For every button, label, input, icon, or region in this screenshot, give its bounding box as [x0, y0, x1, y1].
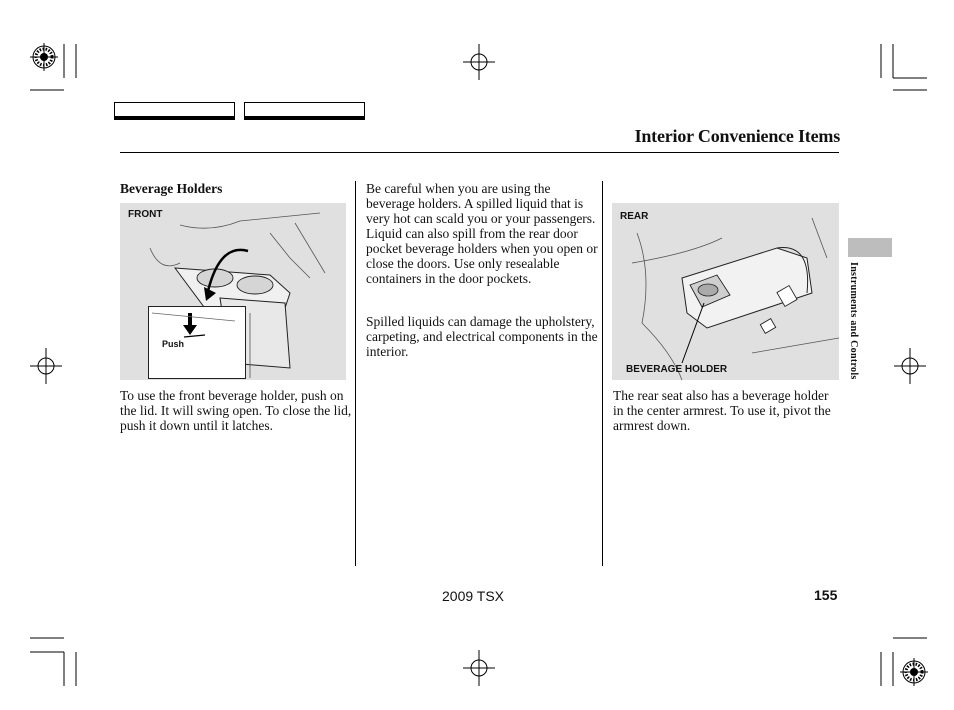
figure-label-front: FRONT [128, 209, 163, 220]
footer-model: 2009 TSX [442, 588, 505, 604]
front-beverage-holder-figure [120, 203, 346, 380]
caution-paragraph: Be careful when you are using the beverage holders. A spilled liquid that is very hot can scald you or your passengers. Liquid can also spill from the rear door pocket beverage holders when you open or close the doors. Use only resealable containers in the door pockets. [366, 181, 598, 286]
push-arrow-icon [120, 203, 346, 380]
page-title: Interior Convenience Items [634, 126, 840, 146]
header-rule [120, 152, 839, 153]
push-callout: Push [162, 339, 185, 349]
registration-crosshair-icon [463, 44, 495, 80]
section-heading: Beverage Holders [120, 181, 223, 196]
figure-label-rear: REAR [620, 211, 649, 222]
notice-paragraph: Spilled liquids can damage the upholstery, carpeting, and electrical components in the interior. [366, 314, 598, 359]
rear-holder-instructions: The rear seat also has a beverage holder in the center armrest. To use it, pivot the armrest down. [613, 388, 831, 433]
section-tab-label: Instruments and Controls [848, 262, 859, 380]
rear-armrest-illustration [612, 203, 839, 380]
beverage-holder-callout: BEVERAGE HOLDER [626, 364, 728, 375]
registration-crosshair-icon [894, 348, 926, 384]
registration-sunburst-icon [30, 43, 58, 71]
column-divider [602, 181, 603, 566]
rear-beverage-holder-figure [612, 203, 839, 380]
column-divider [355, 181, 356, 566]
registration-sunburst-icon [900, 658, 928, 686]
section-tab [848, 238, 892, 257]
front-holder-instructions: To use the front beverage holder, push on the lid. It will swing open. To close the lid, push it down until it latches. [120, 388, 352, 433]
nav-button-index[interactable] [244, 102, 365, 120]
page-number: 155 [814, 587, 838, 603]
registration-crosshair-icon [463, 650, 495, 686]
registration-crosshair-icon [30, 348, 62, 384]
nav-button-main-menu[interactable] [114, 102, 235, 120]
